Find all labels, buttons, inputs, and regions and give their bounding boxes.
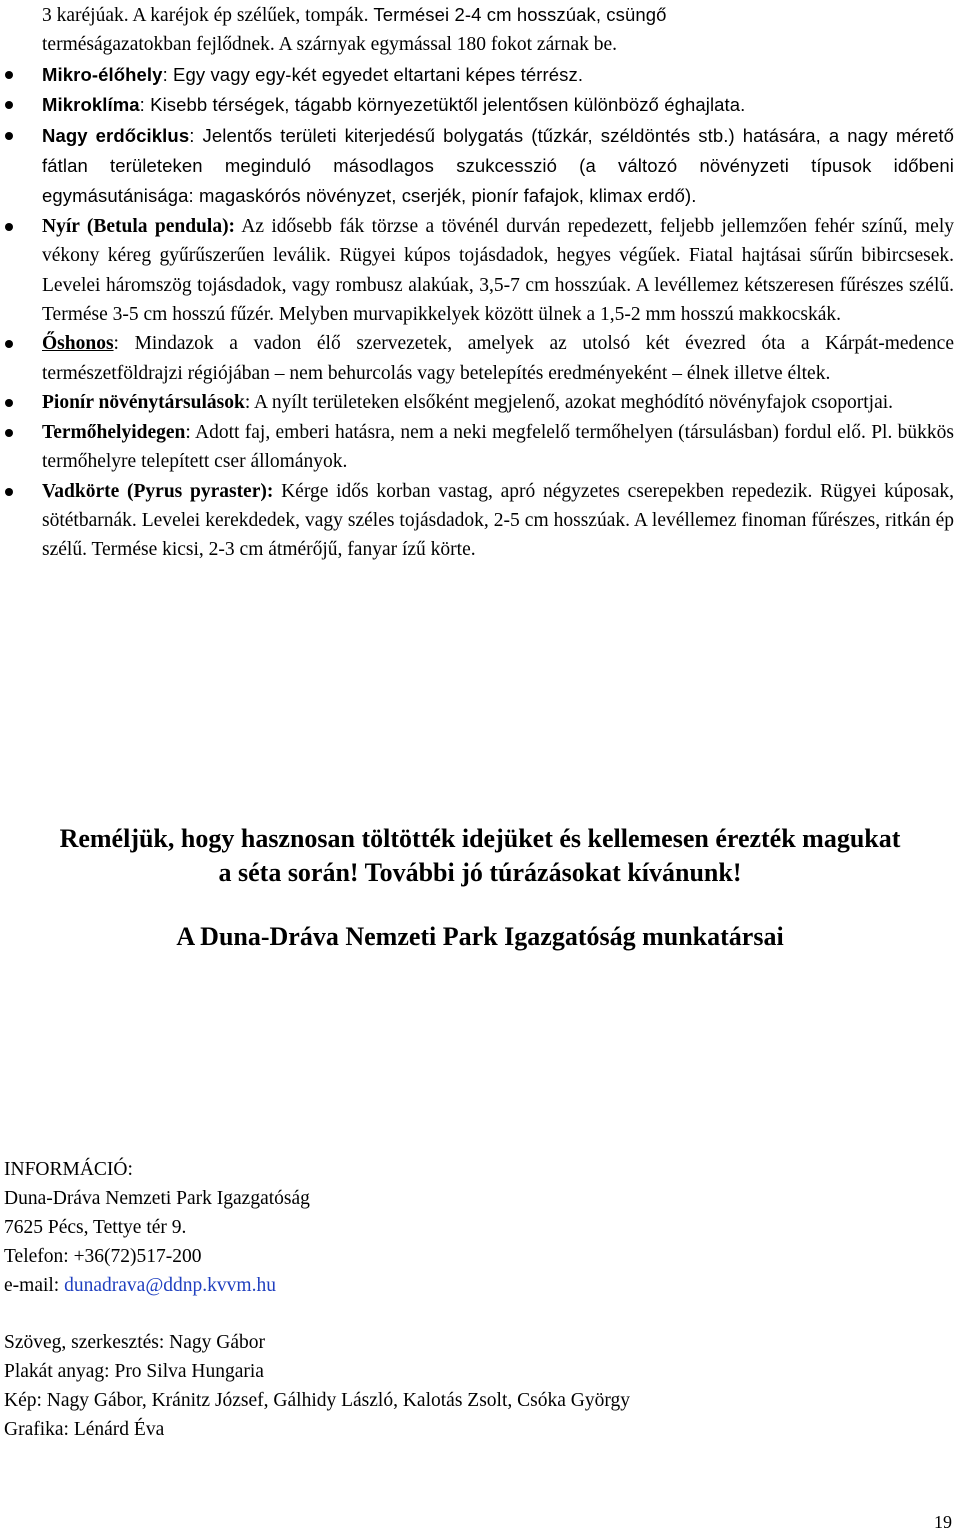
glossary-list xyxy=(42,60,954,565)
glossary-item-termohelyidegen xyxy=(42,418,954,477)
glossary-definition: : Kisebb térségek, tágabb környezetüktől jelentősen különböző éghajlata. xyxy=(139,94,746,116)
bullet-icon xyxy=(5,340,13,348)
bullet-icon xyxy=(5,429,13,437)
continuation-text-2: terméságazatokban fejlődnek. A szárnyak egymással 180 fokot zárnak be. xyxy=(42,34,618,56)
credit-poster: Plakát anyag: Pro Silva Hungaria xyxy=(4,1361,264,1382)
closing-message-line-1: Reméljük, hogy hasznosan töltötték idejüket és kellemesen érezték magukat xyxy=(59,824,901,853)
page-number: 19 xyxy=(934,1512,952,1532)
info-block xyxy=(4,1155,630,1444)
glossary-item-nyir xyxy=(42,212,954,330)
glossary-term: Mikroklíma xyxy=(42,94,140,116)
credit-graphics: Grafika: Lénárd Éva xyxy=(4,1419,165,1440)
glossary-term: Nagy erdőciklus xyxy=(42,124,190,146)
bullet-icon xyxy=(5,223,13,231)
credit-text: Szöveg, szerkesztés: Nagy Gábor xyxy=(4,1332,265,1353)
info-heading: INFORMÁCIÓ: xyxy=(4,1159,133,1180)
credit-photos: Kép: Nagy Gábor, Kránitz József, Gálhidy László, Kalotás Zsolt, Csóka György xyxy=(4,1390,630,1411)
glossary-definition: Az idősebb fák törzse a tövénél durván repedezett, feljebb jellemzően fehér színű, mely vékony kéreg gyűrűszerűen leválik. Rügyei kúpos tojásdadok, hegyes végűek. Fiatal hajtásai sűrűn bibircsesek. Levelei háromszög tojásdadok, vagy rombusz alakúak, 3,5-7 cm hosszúak. A levéllemez kétszeresen fűrészes szélű. Termése 3-5 cm hosszú fűzér. Melyben murvapikkelyek között ülnek a 1,5-2 mm hosszú makkocskák. xyxy=(42,215,955,326)
glossary-term: Őshonos xyxy=(42,333,114,355)
continuation-text: 3 karéjúak. A karéjok ép szélűek, tompák. xyxy=(42,5,374,26)
glossary-item-nagy-erdociklus xyxy=(42,121,954,212)
info-organization: Duna-Dráva Nemzeti Park Igazgatóság xyxy=(4,1188,310,1209)
glossary-term: Mikro-élőhely xyxy=(42,63,163,85)
info-email-row xyxy=(4,1271,630,1300)
glossary-item-mikroklima xyxy=(42,90,954,120)
bullet-icon xyxy=(5,71,13,79)
bullet-icon xyxy=(5,488,13,496)
glossary-term: Termőhelyidegen xyxy=(42,421,186,443)
glossary-term: Nyír (Betula pendula): xyxy=(42,215,236,237)
glossary-definition: : Jelentős területi kiterjedésű bolygatás (tűzkár, széldöntés stb.) hatására, a nagy mérető fátlan területeken meginduló másodlagos szukcesszió (a változó növényzeti típusok időbeni egymásutánisága: magaskórós növényzet, cserjék, pionír fafajok, klimax erdő). xyxy=(42,124,954,207)
glossary-item-vadkorte xyxy=(42,477,954,565)
bullet-icon xyxy=(5,101,13,109)
team-signature: A Duna-Dráva Nemzeti Park Igazgatóság munkatársai xyxy=(176,922,784,951)
info-address: 7625 Pécs, Tettye tér 9. xyxy=(4,1217,187,1238)
closing-message xyxy=(0,822,960,890)
glossary-term: Vadkörte (Pyrus pyraster): xyxy=(42,480,274,502)
email-link[interactable]: dunadrava@ddnp.kvvm.hu xyxy=(64,1275,276,1296)
glossary-item-oshonos xyxy=(42,329,954,388)
glossary-definition: : Mindazok a vadon élő szervezetek, amelyek az utolsó két évezred óta a Kárpát-medence természetföldrajzi régiójában – nem behurcolás vagy betelepítés eredményeként – élnek illetve éltek. xyxy=(42,333,954,384)
glossary-definition: : Egy vagy egy-két egyedet eltartani képes térrész. xyxy=(162,63,584,85)
closing-message-line-2: a séta során! További jó túrázásokat kívánunk! xyxy=(218,858,742,887)
spacer xyxy=(4,1300,630,1328)
glossary-term: Pionír növénytársulások xyxy=(42,392,245,414)
glossary-definition: Kérge idős korban vastag, apró négyzetes cserepekben repedezik. Rügyei kúposak, sötétbarnák. Levelei kerekdedek, vagy széles tojásdadok, 2-5 cm hosszúak. A levéllemez finoman fűrészes, ritkán ép szélű. Termése kicsi, 2-3 cm átmérőjű, fanyar ízű körte. xyxy=(42,480,954,561)
email-label: e-mail: xyxy=(4,1275,65,1296)
glossary-definition: : A nyílt területeken elsőként megjelenő, azokat meghódító növényfajok csoportjai. xyxy=(244,392,894,414)
glossary-item-mikro-elohely xyxy=(42,60,954,90)
glossary-section xyxy=(42,0,954,565)
glossary-definition: : Adott faj, emberi hatásra, nem a neki megfelelő termőhelyen (társulásban) fordul elő. Pl. bükkös termőhelyre telepített cser állományok. xyxy=(42,421,954,473)
bullet-icon xyxy=(5,132,13,140)
info-phone: Telefon: +36(72)517-200 xyxy=(4,1246,202,1267)
continuation-text-sans: Termései 2-4 cm hosszúak, csüngő xyxy=(373,4,667,25)
glossary-item-pionir xyxy=(42,388,954,417)
continuation-paragraph xyxy=(42,0,954,60)
bullet-icon xyxy=(5,399,13,407)
